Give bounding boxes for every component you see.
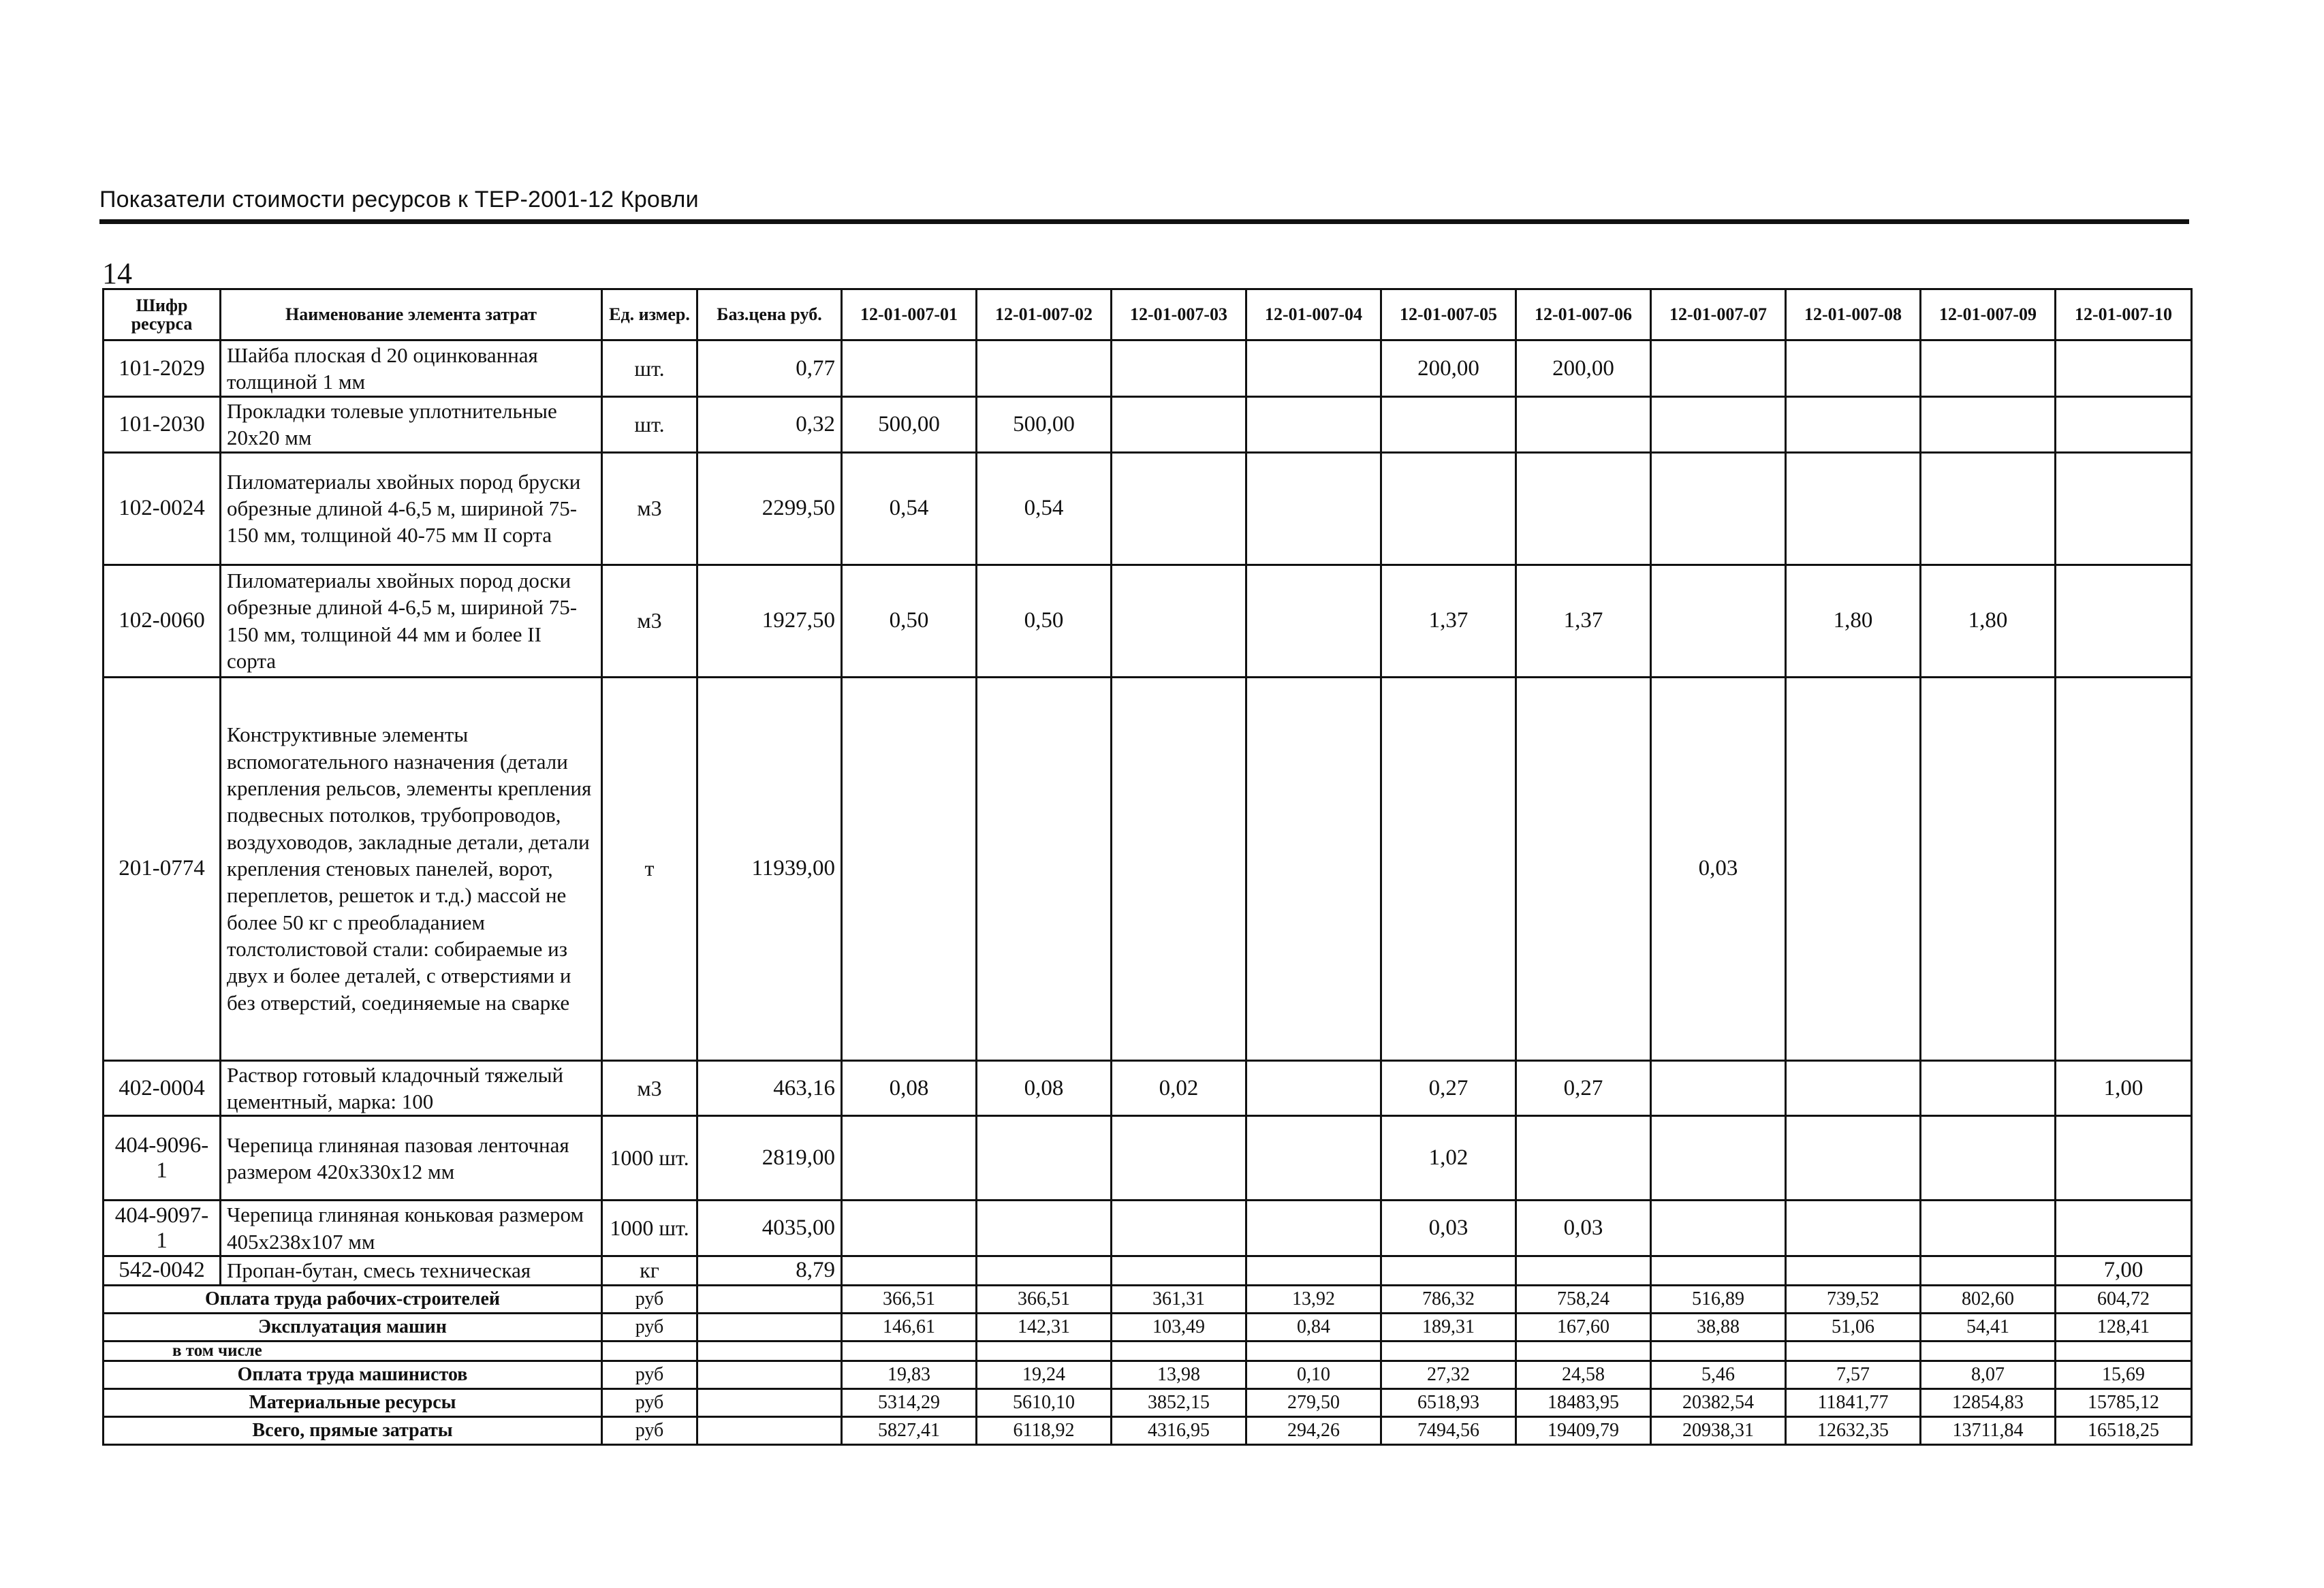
summary-value-cell: 15785,12 [2056, 1388, 2192, 1416]
summary-value-cell: 19409,79 [1516, 1416, 1651, 1444]
norm-value-cell: 1,37 [1516, 565, 1651, 677]
norm-value-cell: 1,80 [1786, 565, 1921, 677]
table-row [104, 1060, 2192, 1116]
summary-label: Всего, прямые затраты [104, 1416, 602, 1444]
summary-value-cell [1381, 1341, 1516, 1361]
summary-value-cell: 7,57 [1786, 1361, 1921, 1388]
summary-value-cell: 16518,25 [2056, 1416, 2192, 1444]
norm-value-cell [977, 677, 1112, 1060]
norm-value-cell: 1,37 [1381, 565, 1516, 677]
resource-code: 101-2030 [104, 397, 221, 453]
resource-name: Пропан-бутан, смесь техническая [221, 1256, 602, 1285]
norm-value-cell [1381, 1256, 1516, 1285]
norm-value-cell [1112, 340, 1246, 397]
norm-value-cell [1651, 1201, 1786, 1256]
norm-value-cell [2056, 340, 2192, 397]
summary-row [104, 1285, 2192, 1313]
table-row [104, 452, 2192, 565]
norm-value-cell [1786, 1201, 1921, 1256]
summary-value-cell [1921, 1341, 2056, 1361]
base-price-cell: 8,79 [697, 1256, 842, 1285]
summary-value-cell: 604,72 [2056, 1285, 2192, 1313]
norm-value-cell [1786, 1116, 1921, 1201]
resource-name: Черепица глиняная коньковая размером 405х238х107 мм [221, 1201, 602, 1256]
norm-value-cell [1921, 1201, 2056, 1256]
summary-unit: руб [602, 1313, 697, 1341]
norm-value-cell: 0,50 [842, 565, 977, 677]
summary-value-cell: 361,31 [1112, 1285, 1246, 1313]
norm-value-cell [2056, 1116, 2192, 1201]
norm-value-cell [1786, 452, 1921, 565]
norm-value-cell [1516, 677, 1651, 1060]
summary-value-cell: 0,84 [1246, 1313, 1381, 1341]
norm-value-cell [1246, 565, 1381, 677]
norm-value-cell [1246, 1060, 1381, 1116]
resource-code: 201-0774 [104, 677, 221, 1060]
norm-value-cell [1786, 1256, 1921, 1285]
summary-value-cell [2056, 1341, 2192, 1361]
table-row [104, 1116, 2192, 1201]
summary-value-cell: 294,26 [1246, 1416, 1381, 1444]
summary-value-cell: 38,88 [1651, 1313, 1786, 1341]
norm-value-cell [1921, 397, 2056, 453]
column-header: Ед. измер. [602, 289, 697, 340]
unit-cell: 1000 шт. [602, 1116, 697, 1201]
summary-value-cell: 6118,92 [977, 1416, 1112, 1444]
resource-code: 101-2029 [104, 340, 221, 397]
summary-value-cell [977, 1341, 1112, 1361]
unit-cell: м3 [602, 452, 697, 565]
column-header: 12-01-007-08 [1786, 289, 1921, 340]
summary-value-cell: 189,31 [1381, 1313, 1516, 1341]
norm-value-cell [1921, 340, 2056, 397]
norm-value-cell [1786, 677, 1921, 1060]
summary-value-cell: 128,41 [2056, 1313, 2192, 1341]
summary-value-cell: 13,98 [1112, 1361, 1246, 1388]
summary-value-cell: 27,32 [1381, 1361, 1516, 1388]
column-header: 12-01-007-01 [842, 289, 977, 340]
norm-value-cell [1246, 677, 1381, 1060]
unit-cell: 1000 шт. [602, 1201, 697, 1256]
summary-value-cell [1786, 1341, 1921, 1361]
summary-value-cell: 802,60 [1921, 1285, 2056, 1313]
norm-value-cell: 0,50 [977, 565, 1112, 677]
unit-cell: м3 [602, 1060, 697, 1116]
summary-value-cell: 103,49 [1112, 1313, 1246, 1341]
summary-row [104, 1361, 2192, 1388]
unit-cell: м3 [602, 565, 697, 677]
norm-value-cell: 0,54 [977, 452, 1112, 565]
summary-price-empty [697, 1361, 842, 1388]
norm-value-cell [2056, 677, 2192, 1060]
norm-value-cell [1921, 1060, 2056, 1116]
base-price-cell: 1927,50 [697, 565, 842, 677]
summary-value-cell: 51,06 [1786, 1313, 1921, 1341]
resource-name: Пиломатериалы хвойных пород доски обрезные длиной 4-6,5 м, шириной 75-150 мм, толщиной 44 мм и более II сорта [221, 565, 602, 677]
column-header: 12-01-007-09 [1921, 289, 2056, 340]
summary-value-cell: 13,92 [1246, 1285, 1381, 1313]
norm-value-cell [1516, 1116, 1651, 1201]
summary-value-cell: 15,69 [2056, 1361, 2192, 1388]
norm-value-cell [1246, 1116, 1381, 1201]
norm-value-cell [1516, 397, 1651, 453]
resource-name: Прокладки толевые уплотнительные 20х20 мм [221, 397, 602, 453]
summary-unit: руб [602, 1416, 697, 1444]
norm-value-cell: 7,00 [2056, 1256, 2192, 1285]
summary-value-cell [842, 1341, 977, 1361]
summary-value-cell: 18483,95 [1516, 1388, 1651, 1416]
norm-value-cell [2056, 565, 2192, 677]
norm-value-cell [1651, 1060, 1786, 1116]
summary-row [104, 1313, 2192, 1341]
page-header-title: Показатели стоимости ресурсов к ТЕР-2001-12 Кровли [99, 187, 699, 212]
summary-value-cell: 19,83 [842, 1361, 977, 1388]
norm-value-cell [1246, 452, 1381, 565]
norm-value-cell: 200,00 [1516, 340, 1651, 397]
norm-value-cell: 200,00 [1381, 340, 1516, 397]
summary-unit: руб [602, 1388, 697, 1416]
norm-value-cell [977, 1256, 1112, 1285]
table-row [104, 1256, 2192, 1285]
norm-value-cell [1112, 1201, 1246, 1256]
table-row [104, 1201, 2192, 1256]
summary-value-cell: 516,89 [1651, 1285, 1786, 1313]
summary-row [104, 1388, 2192, 1416]
summary-unit [602, 1341, 697, 1361]
norm-value-cell [1516, 1256, 1651, 1285]
column-header: 12-01-007-06 [1516, 289, 1651, 340]
summary-value-cell: 3852,15 [1112, 1388, 1246, 1416]
norm-value-cell [2056, 452, 2192, 565]
summary-price-empty [697, 1416, 842, 1444]
norm-value-cell [2056, 1201, 2192, 1256]
norm-value-cell [977, 1201, 1112, 1256]
norm-value-cell [1246, 1201, 1381, 1256]
base-price-cell: 2299,50 [697, 452, 842, 565]
column-header: Наименование элемента затрат [221, 289, 602, 340]
summary-value-cell: 0,10 [1246, 1361, 1381, 1388]
column-header: 12-01-007-02 [977, 289, 1112, 340]
summary-value-cell: 739,52 [1786, 1285, 1921, 1313]
summary-value-cell: 54,41 [1921, 1313, 2056, 1341]
column-header: 12-01-007-10 [2056, 289, 2192, 340]
summary-unit: руб [602, 1361, 697, 1388]
norm-value-cell: 0,27 [1381, 1060, 1516, 1116]
resource-name: Шайба плоская d 20 оцинкованная толщиной 1 мм [221, 340, 602, 397]
norm-value-cell [1516, 452, 1651, 565]
summary-value-cell: 5610,10 [977, 1388, 1112, 1416]
summary-value-cell: 279,50 [1246, 1388, 1381, 1416]
unit-cell: шт. [602, 397, 697, 453]
summary-value-cell: 7494,56 [1381, 1416, 1516, 1444]
norm-value-cell [1651, 452, 1786, 565]
norm-value-cell [1651, 1116, 1786, 1201]
norm-value-cell [1112, 677, 1246, 1060]
summary-value-cell [1651, 1341, 1786, 1361]
summary-value-cell: 146,61 [842, 1313, 977, 1341]
summary-unit: руб [602, 1285, 697, 1313]
norm-value-cell: 0,03 [1651, 677, 1786, 1060]
norm-value-cell [1381, 452, 1516, 565]
table-row [104, 677, 2192, 1060]
resource-cost-table [102, 288, 2193, 1446]
norm-value-cell: 500,00 [842, 397, 977, 453]
norm-value-cell [1112, 452, 1246, 565]
resource-code: 404-9097-1 [104, 1201, 221, 1256]
norm-value-cell [1786, 340, 1921, 397]
summary-label: Материальные ресурсы [104, 1388, 602, 1416]
summary-label: Эксплуатация машин [104, 1313, 602, 1341]
table-row [104, 397, 2192, 453]
summary-price-empty [697, 1341, 842, 1361]
header-rule [99, 219, 2189, 224]
norm-value-cell: 0,08 [977, 1060, 1112, 1116]
base-price-cell: 11939,00 [697, 677, 842, 1060]
resource-name: Черепица глиняная пазовая ленточная размером 420х330х12 мм [221, 1116, 602, 1201]
summary-value-cell: 366,51 [977, 1285, 1112, 1313]
summary-value-cell: 167,60 [1516, 1313, 1651, 1341]
base-price-cell: 463,16 [697, 1060, 842, 1116]
norm-value-cell: 0,03 [1516, 1201, 1651, 1256]
resource-code: 102-0024 [104, 452, 221, 565]
norm-value-cell [842, 340, 977, 397]
summary-value-cell: 5,46 [1651, 1361, 1786, 1388]
summary-label: Оплата труда машинистов [104, 1361, 602, 1388]
norm-value-cell [977, 1116, 1112, 1201]
unit-cell: т [602, 677, 697, 1060]
base-price-cell: 2819,00 [697, 1116, 842, 1201]
column-header: 12-01-007-07 [1651, 289, 1786, 340]
norm-value-cell [1786, 1060, 1921, 1116]
norm-value-cell [977, 340, 1112, 397]
norm-value-cell [1246, 397, 1381, 453]
summary-row [104, 1416, 2192, 1444]
summary-value-cell: 4316,95 [1112, 1416, 1246, 1444]
norm-value-cell: 0,08 [842, 1060, 977, 1116]
resource-code: 102-0060 [104, 565, 221, 677]
summary-value-cell: 11841,77 [1786, 1388, 1921, 1416]
resource-code: 402-0004 [104, 1060, 221, 1116]
column-header: 12-01-007-04 [1246, 289, 1381, 340]
norm-value-cell [1381, 397, 1516, 453]
resource-code: 542-0042 [104, 1256, 221, 1285]
summary-value-cell: 12632,35 [1786, 1416, 1921, 1444]
summary-label: в том числе [104, 1341, 602, 1361]
norm-value-cell [1112, 1256, 1246, 1285]
norm-value-cell: 1,80 [1921, 565, 2056, 677]
resource-name: Конструктивные элементы вспомогательного назначения (детали крепления рельсов, элементы крепления подвесных потолков, трубопроводов, воздуховодов, закладные детали, детали крепления стеновых панелей, ворот, переплетов, решеток и т.д.) массой не более 50 кг с преобладанием толстолистовой стали: собираемые из двух и более деталей, с отверстиями и без отверстий, соединяемые на сварке [221, 677, 602, 1060]
summary-value-cell: 12854,83 [1921, 1388, 2056, 1416]
table-row [104, 340, 2192, 397]
norm-value-cell [1921, 1116, 2056, 1201]
norm-value-cell [1112, 565, 1246, 677]
summary-value-cell: 758,24 [1516, 1285, 1651, 1313]
page-number: 14 [102, 257, 132, 290]
column-header: Баз.цена руб. [697, 289, 842, 340]
summary-value-cell: 13711,84 [1921, 1416, 2056, 1444]
norm-value-cell [1381, 677, 1516, 1060]
column-header: 12-01-007-05 [1381, 289, 1516, 340]
summary-value-cell: 5314,29 [842, 1388, 977, 1416]
column-header: 12-01-007-03 [1112, 289, 1246, 340]
base-price-cell: 0,32 [697, 397, 842, 453]
norm-value-cell [1112, 397, 1246, 453]
norm-value-cell [842, 1201, 977, 1256]
norm-value-cell: 500,00 [977, 397, 1112, 453]
norm-value-cell [1651, 1256, 1786, 1285]
summary-price-empty [697, 1388, 842, 1416]
summary-label: Оплата труда рабочих-строителей [104, 1285, 602, 1313]
summary-price-empty [697, 1285, 842, 1313]
norm-value-cell: 0,03 [1381, 1201, 1516, 1256]
table-header-row [104, 289, 2192, 340]
summary-price-empty [697, 1313, 842, 1341]
norm-value-cell [1651, 340, 1786, 397]
resource-name: Раствор готовый кладочный тяжелый цементный, марка: 100 [221, 1060, 602, 1116]
norm-value-cell [842, 1116, 977, 1201]
summary-row [104, 1341, 2192, 1361]
summary-value-cell: 5827,41 [842, 1416, 977, 1444]
summary-value-cell: 19,24 [977, 1361, 1112, 1388]
norm-value-cell: 0,02 [1112, 1060, 1246, 1116]
summary-value-cell: 20938,31 [1651, 1416, 1786, 1444]
norm-value-cell [1651, 397, 1786, 453]
summary-value-cell: 366,51 [842, 1285, 977, 1313]
summary-value-cell: 8,07 [1921, 1361, 2056, 1388]
summary-value-cell: 142,31 [977, 1313, 1112, 1341]
table-row [104, 565, 2192, 677]
norm-value-cell [1112, 1116, 1246, 1201]
base-price-cell: 0,77 [697, 340, 842, 397]
norm-value-cell [1246, 1256, 1381, 1285]
column-header: Шифр ресурса [104, 289, 221, 340]
unit-cell: кг [602, 1256, 697, 1285]
norm-value-cell: 1,00 [2056, 1060, 2192, 1116]
norm-value-cell [1246, 340, 1381, 397]
norm-value-cell [2056, 397, 2192, 453]
summary-value-cell [1246, 1341, 1381, 1361]
summary-value-cell: 20382,54 [1651, 1388, 1786, 1416]
summary-value-cell [1516, 1341, 1651, 1361]
norm-value-cell [842, 677, 977, 1060]
resource-name: Пиломатериалы хвойных пород бруски обрезные длиной 4-6,5 м, шириной 75-150 мм, толщиной 40-75 мм II сорта [221, 452, 602, 565]
norm-value-cell: 0,54 [842, 452, 977, 565]
norm-value-cell: 1,02 [1381, 1116, 1516, 1201]
summary-value-cell: 24,58 [1516, 1361, 1651, 1388]
norm-value-cell [1921, 1256, 2056, 1285]
norm-value-cell [842, 1256, 977, 1285]
summary-value-cell: 786,32 [1381, 1285, 1516, 1313]
summary-value-cell [1112, 1341, 1246, 1361]
summary-value-cell: 6518,93 [1381, 1388, 1516, 1416]
norm-value-cell [1651, 565, 1786, 677]
norm-value-cell [1921, 452, 2056, 565]
unit-cell: шт. [602, 340, 697, 397]
norm-value-cell [1786, 397, 1921, 453]
base-price-cell: 4035,00 [697, 1201, 842, 1256]
norm-value-cell [1921, 677, 2056, 1060]
resource-code: 404-9096-1 [104, 1116, 221, 1201]
norm-value-cell: 0,27 [1516, 1060, 1651, 1116]
